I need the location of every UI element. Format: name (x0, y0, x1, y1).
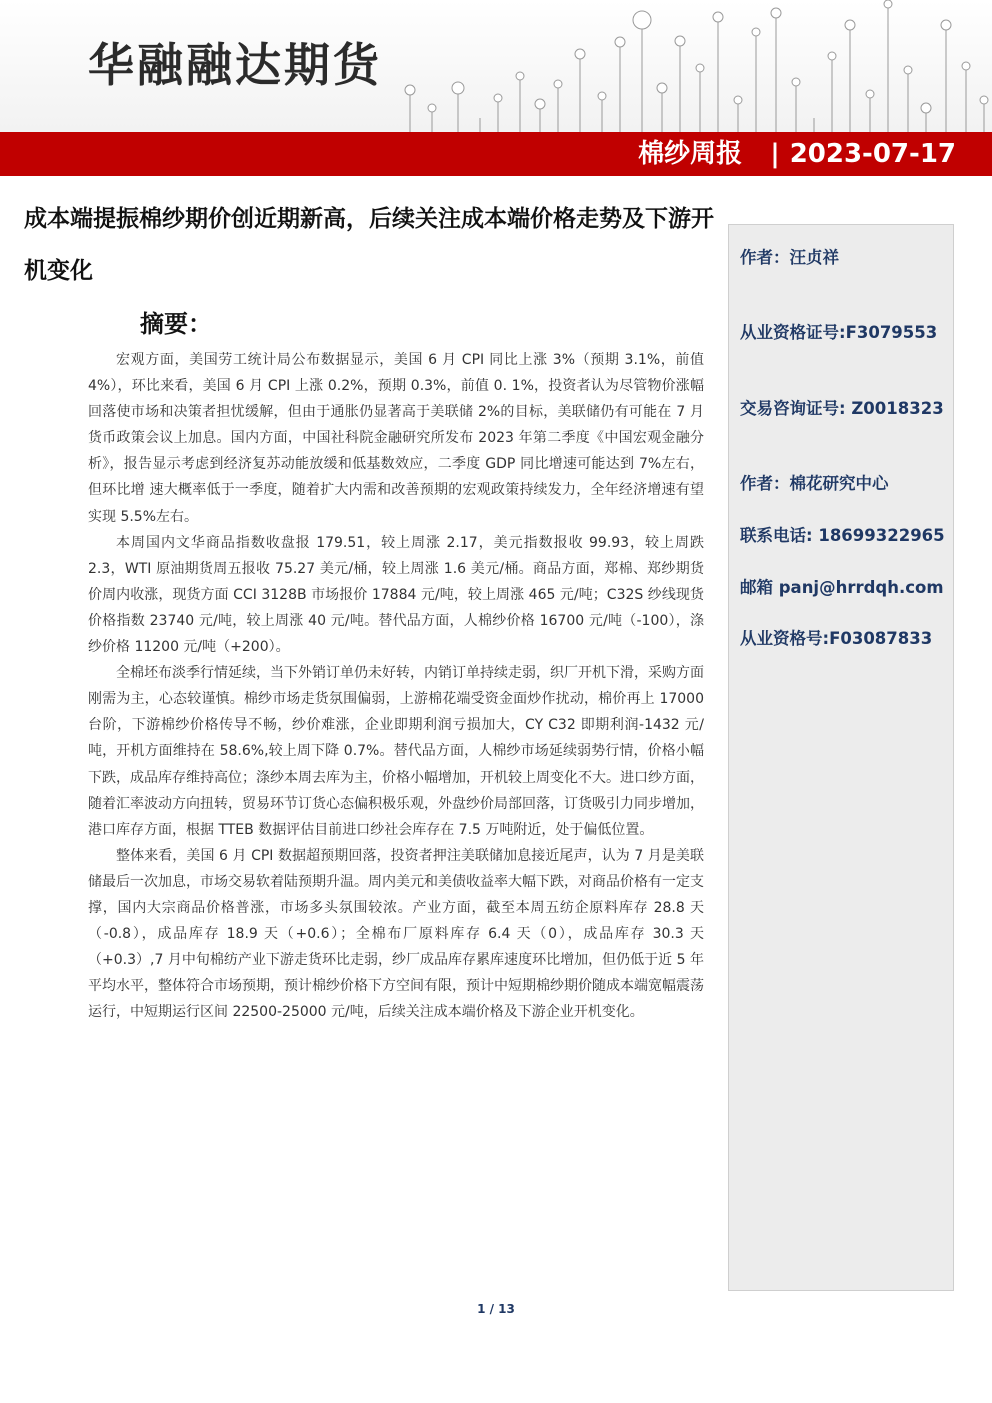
sidebar-consulting-id: 交易咨询证号: Z0018323 (740, 399, 944, 418)
sidebar-qualification: 从业资格证号:F3079553 (740, 323, 938, 342)
summary-title: 摘要： (140, 310, 212, 338)
author-sidebar (728, 224, 954, 1291)
report-banner (0, 132, 992, 176)
summary-body (88, 347, 704, 1025)
header-decoration (380, 0, 992, 132)
sidebar-phone: 联系电话: 18699322965 (740, 526, 945, 545)
brand-logo: 华融融达期货 (88, 38, 382, 92)
sidebar-author-2: 作者：棉花研究中心 (740, 474, 889, 493)
banner-separator: | (770, 139, 780, 169)
sidebar-author: 作者：汪贞祥 (740, 248, 839, 267)
report-date: 2023-07-17 (789, 139, 956, 169)
paragraph-industry: 全棉坯布淡季行情延续，当下外销订单仍未好转，内销订单持续走弱，织厂开机下滑，采购方面刚需为主，心态较谨慎。棉纱市场走货氛围偏弱，上游棉花端受资金面炒作扰动，棉价再上 17000 台阶，下游棉纱价格传导不畅，纱价难涨，企业即期利润亏损加大，CY C32 即期利润-1432 元/吨，开机方面维持在 58.6%,较上周下降 0.7%。替代品方面，人棉纱市场延续弱势行情，价格小幅下跌，成品库存维持高位；涤纱本周去库为主，价格小幅增加，开机较上周变化不大。进口纱方面，随着汇率波动方向扭转，贸易环节订货心态偏积极乐观，外盘纱价局部回落，订货吸引力同步增加，港口库存方面，根据 TTEB 数据评估目前进口纱社会库存在 7.5 万吨附近，处于偏低位置。 (88, 665, 704, 838)
sidebar-email[interactable]: 邮箱 panj@hrrdqh.com (740, 578, 944, 597)
report-headline: 成本端提振棉纱期价创近期新高，后续关注成本端价格走势及下游开机变化 (24, 206, 714, 284)
report-type: 棉纱周报 (638, 139, 743, 169)
page-number: 1 / 13 (477, 1302, 515, 1316)
paragraph-macro: 宏观方面，美国劳工统计局公布数据显示，美国 6 月 CPI 同比上涨 3%（预期 3.1%，前值 4%），环比来看，美国 6 月 CPI 上涨 0.2%，预期 0.3%，前值 0. 1%，投资者认为尽管物价涨幅回落使市场和决策者担忧缓解，但由于通胀仍显著高于美联储 2%的目标，美联储仍有可能在 7 月货币政策会议上加息。国内方面，中国社科院金融研究所发布 2023 年第二季度《中国宏观金融分析》，报告显示考虑到经济复苏动能放缓和低基数效应，二季度 GDP 同比增速可能达到 7%左右，但环比增 速大概率低于一季度，随着扩大内需和改善预期的宏观政策持续发力，全年经济增速有望实现 5.5%左右。 (88, 352, 704, 525)
paragraph-market: 本周国内文华商品指数收盘报 179.51，较上周涨 2.17，美元指数报收 99.93，较上周跌 2.3，WTI 原油期货周五报收 75.27 美元/桶，较上周涨 1.6 美元/桶。商品方面，郑棉、郑纱期货价周内收涨，现货方面 CCI 3128B 市场报价 17884 元/吨，较上周涨 465 元/吨；C32S 纱线现货价格指数 23740 元/吨，较上周涨 40 元/吨。替代品方面，人棉纱价格 16700 元/吨（-100），涤纱价格 11200 元/吨（+200）。 (88, 534, 704, 656)
paragraph-outlook: 整体来看，美国 6 月 CPI 数据超预期回落，投资者押注美联储加息接近尾声，认为 7 月是美联储最后一次加息，市场交易软着陆预期升温。周内美元和美债收益率大幅下跌，对商品价格有一定支撑，国内大宗商品价格普涨，市场多头氛围较浓。产业方面，截至本周五纺企原料库存 28.8 天（-0.8），成品库存 18.9 天（+0.6）；全棉布厂原料库存 6.4 天（0），成品库存 30.3 天（+0.3）,7 月中旬棉纺产业下游走货环比走弱，纱厂成品库存累库速度环比增加，但仍低于近 5 年平均水平，整体符合市场预期，预计棉纱价格下方空间有限，预计中短期棉纱期价随成本端宽幅震荡运行，中短期运行区间 22500-25000 元/吨，后续关注成本端价格及下游企业开机变化。 (88, 847, 704, 1021)
sidebar-qualification-2: 从业资格号:F03087833 (740, 629, 933, 648)
